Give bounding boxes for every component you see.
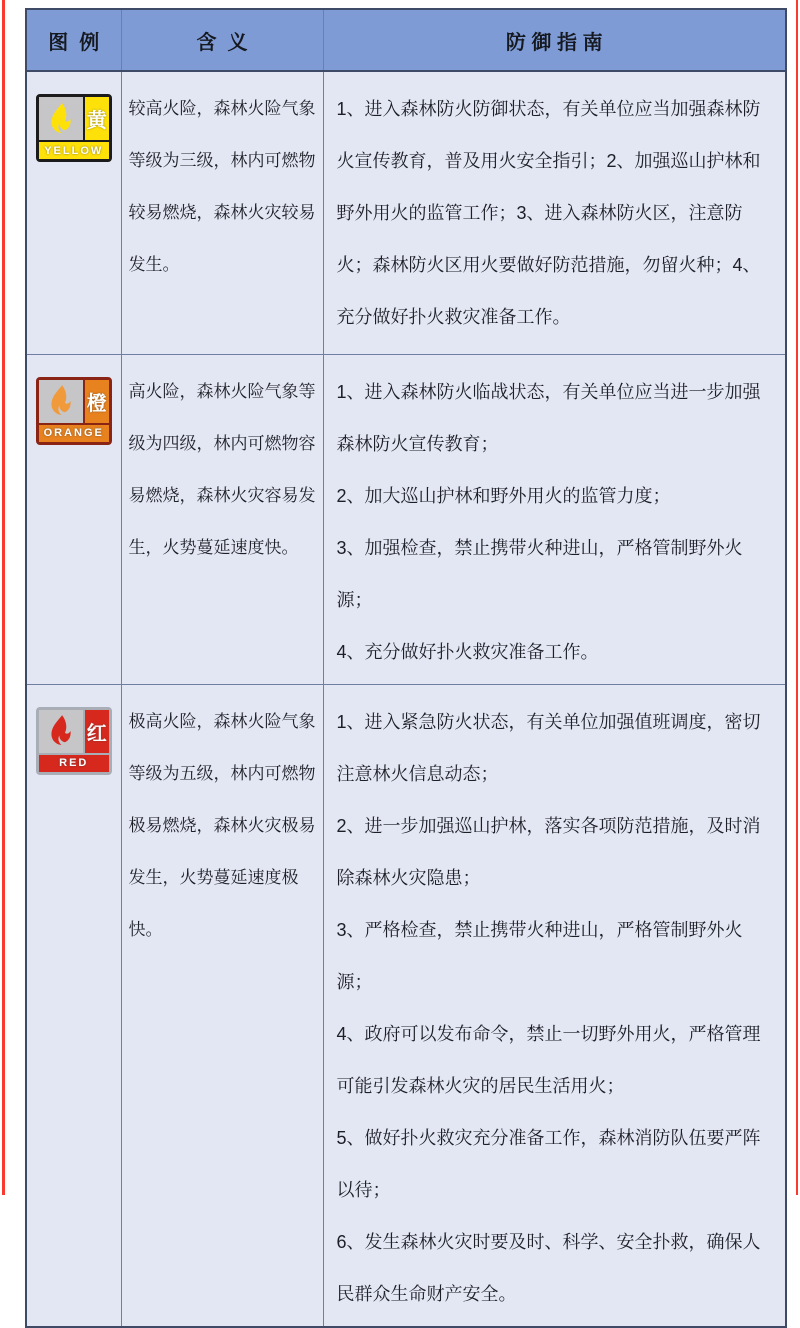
meaning-cell: [121, 354, 323, 684]
legend-cell: [26, 71, 121, 354]
forest-fire-warning-table: [25, 8, 787, 1328]
guide-item: 1、进入森林防火临战状态，有关单位应当进一步加强森林防火宣传教育；: [336, 381, 761, 454]
header-legend: 图 例: [26, 9, 121, 71]
header-guide: 防 御 指 南: [323, 9, 786, 71]
header-meaning: 含 义: [121, 9, 323, 71]
meaning-text: 高火险，森林火险气象等级为四级，林内可燃物容易燃烧，森林火灾容易发生，火势蔓延速度快。: [128, 381, 316, 557]
icon-top: [39, 97, 109, 140]
guide-item: 4、政府可以发布命令，禁止一切野外用火，严格管理可能引发森林火灾的居民生活用火；: [336, 1023, 761, 1096]
level-band-label: RED: [39, 755, 109, 772]
flame-icon: [39, 97, 83, 140]
level-band-label: YELLOW: [39, 142, 109, 159]
guide-item: 3、加强检查，禁止携带火种进山，严格管制野外火源；: [336, 537, 743, 610]
meaning-cell: [121, 684, 323, 1327]
icon-top: [39, 380, 109, 423]
guide-item: 1、进入紧急防火状态，有关单位加强值班调度，密切注意林火信息动态；: [336, 711, 761, 784]
meaning-text: 极高火险，森林火险气象等级为五级，林内可燃物极易燃烧，森林火灾极易发生，火势蔓延速度极快。: [128, 711, 316, 939]
guide-cell: [323, 684, 786, 1327]
flame-icon: [39, 380, 83, 423]
level-band-label: ORANGE: [39, 425, 109, 442]
level-char: 橙: [85, 380, 109, 423]
icon-top: [39, 710, 109, 753]
guide-item: 6、发生森林火灾时要及时、科学、安全扑救，确保人民群众生命财产安全。: [336, 1231, 761, 1304]
guide-item: 4、充分做好扑火救灾准备工作。: [336, 641, 599, 662]
meaning-text: 较高火险，森林火险气象等级为三级，林内可燃物较易燃烧，森林火灾较易发生。: [128, 99, 316, 274]
yellow-warning-icon: [36, 94, 112, 162]
page-right-red-rule: [796, 0, 798, 1195]
guide-item: 2、加大巡山护林和野外用火的监管力度；: [336, 485, 671, 506]
legend-cell: [26, 354, 121, 684]
guide-item: 5、做好扑火救灾充分准备工作，森林消防队伍要严阵以待；: [336, 1127, 761, 1200]
guide-item: 1、进入森林防火防御状态，有关单位应当加强森林防火宣传教育，普及用火安全指引；2、加强巡山护林和野外用火的监管工作；3、进入森林防火区，注意防火；森林防火区用火要做好防范措施，勿留火种；4、充分做好扑火救灾准备工作。: [336, 99, 761, 327]
legend-cell: [26, 684, 121, 1327]
level-char: 黄: [85, 97, 109, 140]
page-left-red-rule: [2, 0, 5, 1195]
table-row-red: [26, 684, 786, 1327]
guide-item: 3、严格检查，禁止携带火种进山，严格管制野外火源；: [336, 919, 743, 992]
guide-cell: [323, 354, 786, 684]
level-char: 红: [85, 710, 109, 753]
red-warning-icon: [36, 707, 112, 775]
table-row-yellow: [26, 71, 786, 354]
guide-item: 2、进一步加强巡山护林，落实各项防范措施，及时消除森林火灾隐患；: [336, 815, 761, 888]
table-row-orange: [26, 354, 786, 684]
meaning-cell: [121, 71, 323, 354]
header-row: [26, 9, 786, 71]
orange-warning-icon: [36, 377, 112, 445]
guide-cell: [323, 71, 786, 354]
flame-icon: [39, 710, 83, 753]
